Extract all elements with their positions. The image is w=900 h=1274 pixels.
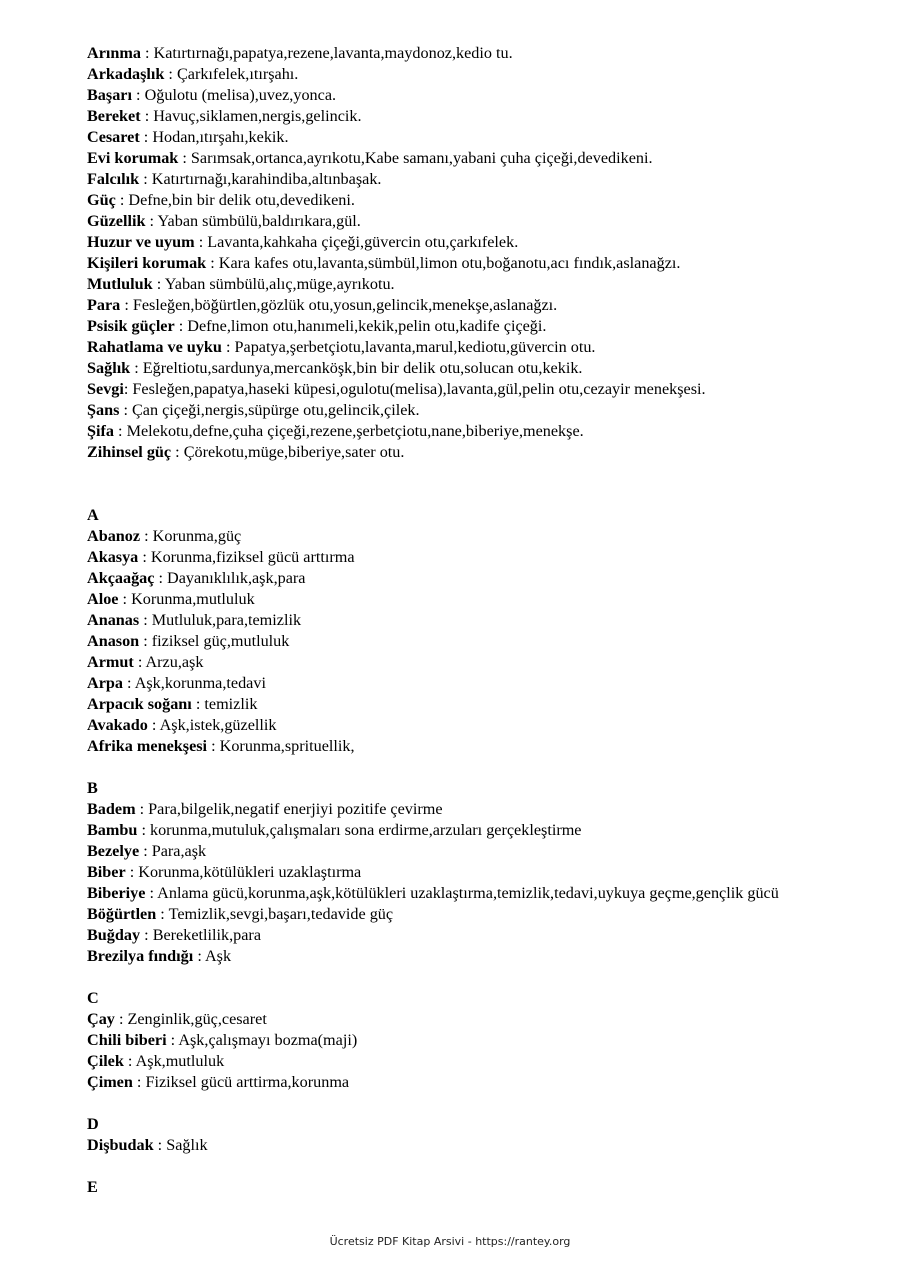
list-item: Dişbudak : Sağlık [87,1136,208,1154]
list-item: Güç : Defne,bin bir delik otu,devedikeni. [87,191,355,209]
section-letter: B [87,779,98,797]
spacer [87,1093,847,1114]
list-item: Biberiye : Anlama gücü,korunma,aşk,kötülükleri uzaklaştırma,temizlik,tedavi,uykuya geçme,gençlik gücü [87,884,779,902]
list-item: Evi korumak : Sarımsak,ortanca,ayrıkotu,Kabe samanı,yabani çuha çiçeği,devedikeni. [87,149,653,167]
intentions-list [87,43,847,463]
list-item: Biber : Korunma,kötülükleri uzaklaştırma [87,863,362,881]
list-item: Chili biberi : Aşk,çalışmayı bozma(maji) [87,1031,358,1049]
list-item: Arpacık soğanı : temizlik [87,695,258,713]
list-item: Arpa : Aşk,korunma,tedavi [87,674,266,692]
list-item: Buğday : Bereketlilik,para [87,926,262,944]
list-item: Zihinsel güç : Çörekotu,müge,biberiye,sater otu. [87,443,405,461]
list-item: Arkadaşlık : Çarkıfelek,ıtırşahı. [87,65,299,83]
list-item: Bezelye : Para,aşk [87,842,207,860]
list-item: Falcılık : Katırtırnağı,karahindiba,altınbaşak. [87,170,382,188]
list-item: Aloe : Korunma,mutluluk [87,590,255,608]
list-item: Çilek : Aşk,mutluluk [87,1052,225,1070]
list-item: Akçaağaç : Dayanıklılık,aşk,para [87,569,306,587]
list-item: Sevgi: Fesleğen,papatya,haseki küpesi,ogulotu(melisa),lavanta,gül,pelin otu,cezayir menekşesi. [87,380,706,398]
list-item: Kişileri korumak : Kara kafes otu,lavanta,sümbül,limon otu,boğanotu,acı fındık,aslanağzı. [87,254,681,272]
spacer [87,757,847,778]
spacer [87,463,847,505]
document-body [87,43,847,1198]
list-item: Rahatlama ve uyku : Papatya,şerbetçiotu,lavanta,marul,kediotu,güvercin otu. [87,338,596,356]
list-item: Güzellik : Yaban sümbülü,baldırıkara,gül. [87,212,361,230]
section-letter: A [87,506,99,524]
list-item: Arınma : Katırtırnağı,papatya,rezene,lavanta,maydonoz,kedio tu. [87,44,513,62]
list-item: Abanoz : Korunma,güç [87,527,242,545]
list-item: Badem : Para,bilgelik,negatif enerjiyi pozitife çevirme [87,800,443,818]
spacer [87,1156,847,1177]
list-item: Bereket : Havuç,siklamen,nergis,gelincik. [87,107,362,125]
section-a [87,505,847,757]
list-item: Çimen : Fiziksel gücü arttirma,korunma [87,1073,350,1091]
list-item: Cesaret : Hodan,ıtırşahı,kekik. [87,128,289,146]
list-item: Çay : Zenginlik,güç,cesaret [87,1010,267,1028]
list-item: Armut : Arzu,aşk [87,653,204,671]
list-item: Para : Fesleğen,böğürtlen,gözlük otu,yosun,gelincik,menekşe,aslanağzı. [87,296,558,314]
list-item: Sağlık : Eğreltiotu,sardunya,mercanköşk,bin bir delik otu,solucan otu,kekik. [87,359,583,377]
section-letter: C [87,989,99,1007]
list-item: Şans : Çan çiçeği,nergis,süpürge otu,gelincik,çilek. [87,401,420,419]
list-item: Mutluluk : Yaban sümbülü,alıç,müge,ayrıkotu. [87,275,395,293]
list-item: Ananas : Mutluluk,para,temizlik [87,611,302,629]
list-item: Psisik güçler : Defne,limon otu,hanımeli,kekik,pelin otu,kadife çiçeği. [87,317,547,335]
section-c [87,988,847,1093]
section-letter: E [87,1178,98,1196]
section-b [87,778,847,967]
list-item: Böğürtlen : Temizlik,sevgi,başarı,tedavide güç [87,905,394,923]
list-item: Bambu : korunma,mutuluk,çalışmaları sona erdirme,arzuları gerçekleştirme [87,821,582,839]
list-item: Brezilya fındığı : Aşk [87,947,232,965]
list-item: Afrika menekşesi : Korunma,sprituellik, [87,737,355,755]
list-item: Avakado : Aşk,istek,güzellik [87,716,277,734]
list-item: Başarı : Oğulotu (melisa),uvez,yonca. [87,86,337,104]
section-letter: D [87,1115,99,1133]
list-item: Şifa : Melekotu,defne,çuha çiçeği,rezene,şerbetçiotu,nane,biberiye,menekşe. [87,422,584,440]
spacer [87,967,847,988]
list-item: Huzur ve uyum : Lavanta,kahkaha çiçeği,güvercin otu,çarkıfelek. [87,233,519,251]
section-e [87,1177,847,1198]
list-item: Akasya : Korunma,fiziksel gücü arttırma [87,548,355,566]
section-d [87,1114,847,1156]
page-footer: Ücretsiz PDF Kitap Arsivi - https://rantey.org [329,1235,571,1248]
list-item: Anason : fiziksel güç,mutluluk [87,632,290,650]
